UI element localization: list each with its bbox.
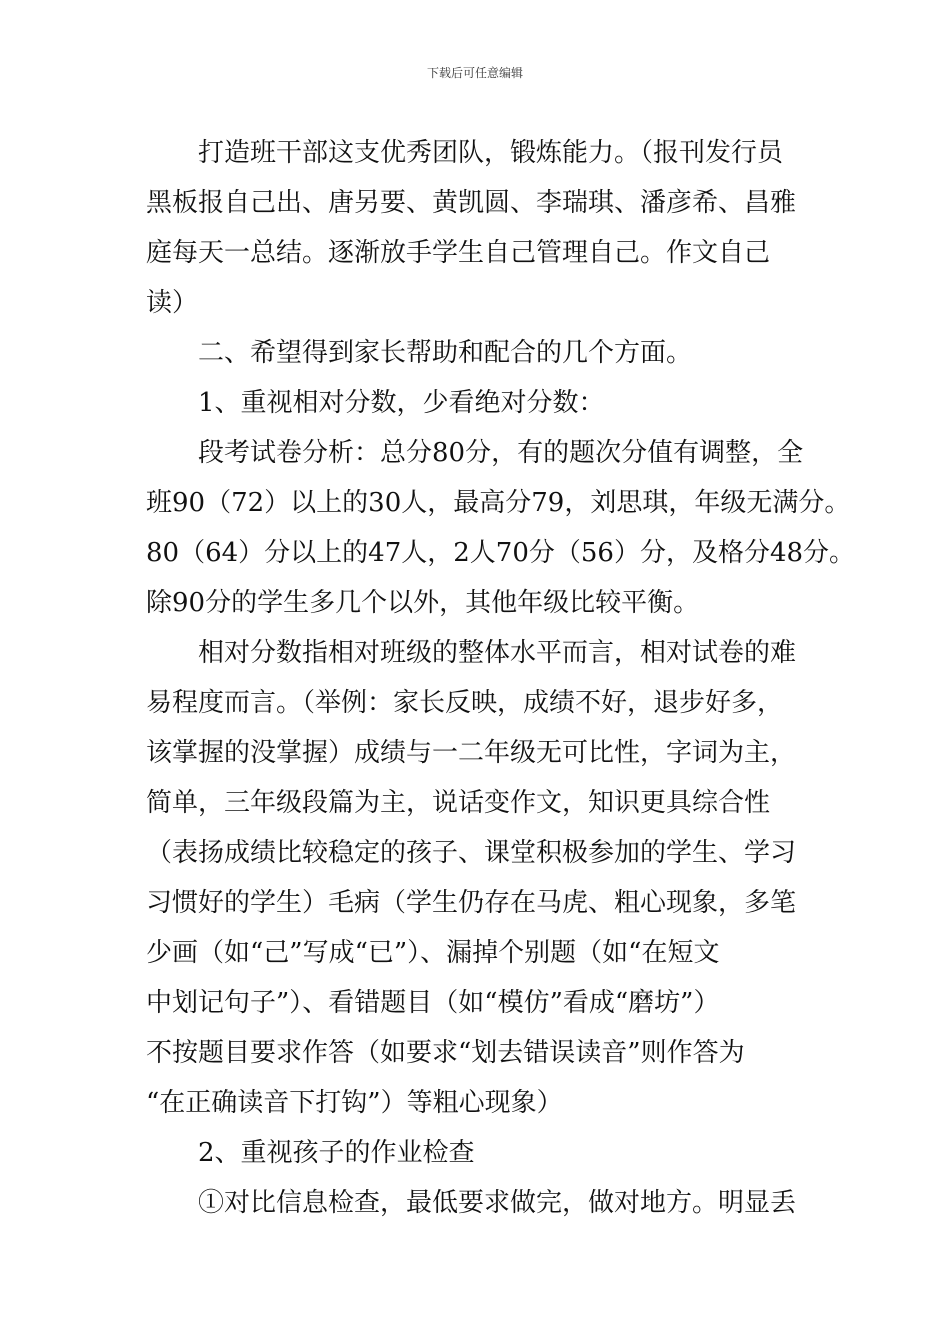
subsection-heading: 2、重视孩子的作业检查 — [198, 1138, 475, 1168]
paragraph-line: ①对比信息检查，最低要求做完，做对地方。明显丢 — [198, 1188, 797, 1218]
paragraph-line: 庭每天一总结。逐渐放手学生自己管理自己。作文自己 — [146, 238, 771, 268]
section-heading: 二、希望得到家长帮助和配合的几个方面。 — [198, 338, 693, 368]
paragraph-line: 黑板报自己出、唐另要、黄凯圆、李瑞琪、潘彦希、昌雅 — [146, 188, 797, 218]
paragraph-line: （表扬成绩比较稳定的孩子、课堂积极参加的学生、学习 — [146, 838, 797, 868]
document-body — [146, 128, 856, 1228]
paragraph-line: 易程度而言。（举例：家长反映，成绩不好，退步好多， — [146, 688, 784, 718]
paragraph-line: 80（64）分以上的47人，2人70分（56）分，及格分48分。 — [146, 538, 856, 568]
paragraph-line: 打造班干部这支优秀团队，锻炼能力。（报刊发行员 — [198, 138, 784, 168]
paragraph-line: 读） — [146, 288, 199, 318]
paragraph-line: 中划记句子”）、看错题目（如“模仿”看成“磨坊”） — [146, 988, 720, 1018]
paragraph-line: 不按题目要求作答（如要求“划去错误读音”则作答为 — [146, 1038, 745, 1068]
paragraph-line: 班90（72）以上的30人，最高分79，刘思琪，年级无满分。 — [146, 488, 851, 518]
paragraph-line: 简单，三年级段篇为主，说话变作文，知识更具综合性 — [146, 788, 771, 818]
paragraph-line: 少画（如“己”写成“已”）、漏掉个别题（如“在短文 — [146, 938, 720, 968]
paragraph-line: 段考试卷分析：总分80分，有的题次分值有调整，全 — [198, 438, 804, 468]
paragraph-line: 除90分的学生多几个以外，其他年级比较平衡。 — [146, 588, 700, 618]
paragraph-line: 相对分数指相对班级的整体水平而言，相对试卷的难 — [198, 638, 797, 668]
paragraph-line: 该掌握的没掌握）成绩与一二年级无可比性，字词为主， — [146, 738, 797, 768]
paragraph-line: “在正确读音下打钩”）等粗心现象） — [146, 1088, 563, 1118]
paragraph-line: 习惯好的学生）毛病（学生仍存在马虎、粗心现象，多笔 — [146, 888, 797, 918]
subsection-heading: 1、重视相对分数，少看绝对分数： — [198, 388, 605, 418]
page-header: 下载后可任意编辑 — [426, 66, 523, 80]
